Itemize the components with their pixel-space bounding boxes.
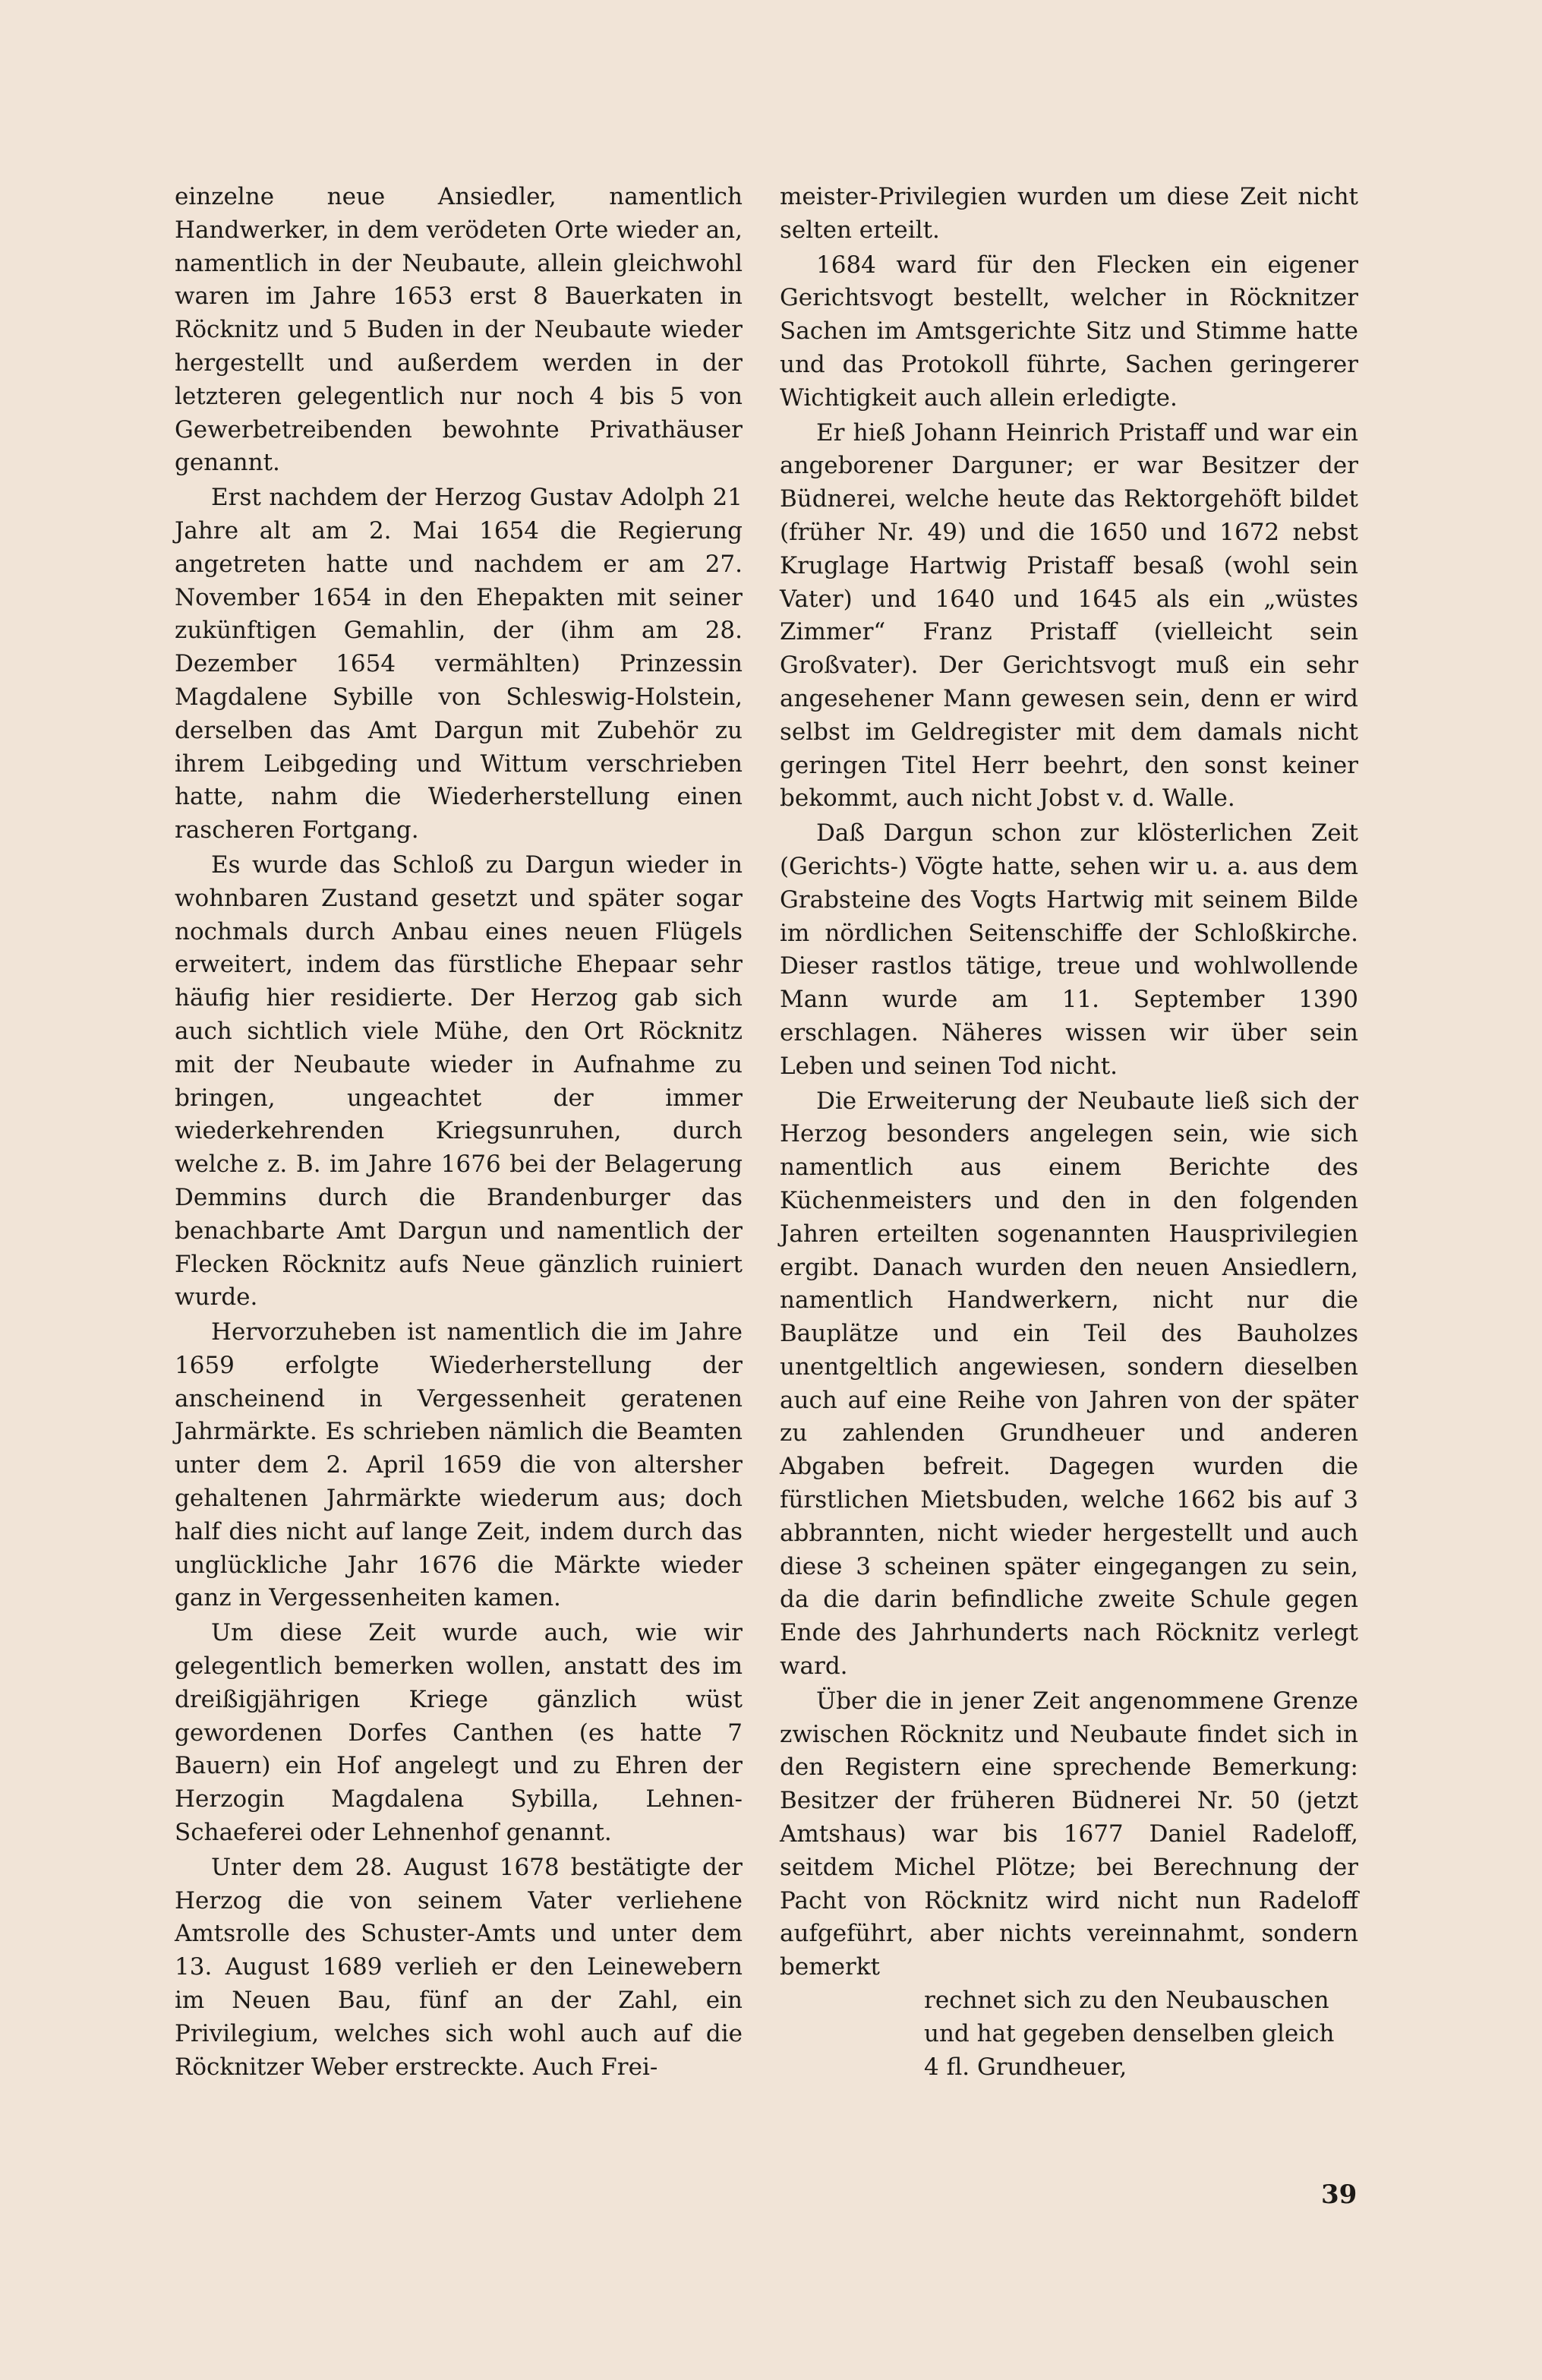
paragraph: Die Erweiterung der Neubaute ließ sich der Herzog besonders angelegen sein, wie sich namentlich aus einem Berichte des Küchenmeisters und den in den folgenden Jahren erteilten sogenannten Hausprivilegien ergibt. Danach wurden den neuen Ansiedlern, namentlich Handwerkern, nicht nur die Bauplätze und ein Teil des Bauholzes unentgeltlich angewiesen, sondern dieselben auch auf eine Reihe von Jahren von der später zu zahlenden Grundheuer und anderen Abgaben befreit. Dagegen wurden die fürstlichen Mietsbuden, welche 1662 bis auf 3 abbrannten, nicht wieder hergestellt und auch diese 3 scheinen später eingegangen zu sein, da die darin befindliche zweite Schule gegen Ende des Jahrhunderts nach Röcknitz verlegt ward. — [780, 1087, 1358, 1681]
right-column — [780, 181, 1358, 2084]
quote-line: 4 fl. Grundheuer, — [924, 2053, 1127, 2081]
quote-line: rechnet sich zu den Neubauschen — [924, 1987, 1329, 2015]
paragraph: Über die in jener Zeit angenommene Grenze zwischen Röcknitz und Neubaute findet sich in den Registern eine sprechende Bemerkung: Besitzer der früheren Büdnerei Nr. 50 (jetzt Amtshaus) war bis 1677 Daniel Radeloff, seitdem Michel Plötze; bei Berechnung der Pacht von Röcknitz wird nicht nun Radeloff aufgeführt, aber nichts vereinnahmt, sondern bemerkt — [780, 1687, 1358, 1981]
paragraph: Erst nachdem der Herzog Gustav Adolph 21 Jahre alt am 2. Mai 1654 die Regierung angetreten hatte und nachdem er am 27. November 1654 in den Ehepakten mit seiner zukünftigen Gemahlin, der (ihm am 28. Dezember 1654 vermählten) Prinzessin Magdalene Sybille von Schleswig-Holstein, derselben das Amt Dargun mit Zubehör zu ihrem Leibgeding und Wittum verschrieben hatte, nahm die Wiederherstellung einen rascheren Fortgang. — [175, 484, 743, 844]
paragraph: meister-Privilegien wurden um diese Zeit nicht selten erteilt. — [780, 183, 1358, 244]
paragraph: 1684 ward für den Flecken ein eigener Gerichtsvogt bestellt, welcher in Röcknitzer Sachen im Amtsgerichte Sitz und Stimme hatte und das Protokoll führte, Sachen geringerer Wichtigkeit auch allein erledigte. — [780, 251, 1358, 412]
page-number: 39 — [1321, 2180, 1358, 2210]
paragraph: Um diese Zeit wurde auch, wie wir gelegentlich bemerken wollen, anstatt des im dreißigjährigen Kriege gänzlich wüst gewordenen Dorfes Canthen (es hatte 7 Bauern) ein Hof angelegt und zu Ehren der Herzogin Magdalena Sybilla, Lehnen-Schaeferei oder Lehnenhof genannt. — [175, 1619, 743, 1847]
paragraph: einzelne neue Ansiedler, namentlich Handwerker, in dem verödeten Orte wieder an, namentlich in der Neubaute, allein gleichwohl waren im Jahre 1653 erst 8 Bauerkaten in Röcknitz und 5 Buden in der Neubaute wieder hergestellt und außerdem werden in der letzteren gelegentlich nur noch 4 bis 5 von Gewerbetreibenden bewohnte Privathäuser genannt. — [175, 183, 743, 477]
paragraph: Hervorzuheben ist namentlich die im Jahre 1659 erfolgte Wiederherstellung der anscheinend in Vergessenheit geratenen Jahrmärkte. Es schrieben nämlich die Beamten unter dem 2. April 1659 die von altersher gehaltenen Jahrmärkte wiederum aus; doch half dies nicht auf lange Zeit, indem durch das unglückliche Jahr 1676 die Märkte wieder ganz in Vergessenheiten kamen. — [175, 1318, 743, 1612]
quote-line: und hat gegeben denselben gleich — [924, 2019, 1335, 2047]
register-quote — [924, 1984, 1358, 2084]
paragraph: Es wurde das Schloß zu Dargun wieder in wohnbaren Zustand gesetzt und später sogar nochmals durch Anbau eines neuen Flügels erweitert, indem das fürstliche Ehepaar sehr häufig hier residierte. Der Herzog gab sich auch sichtlich viele Mühe, den Ort Röcknitz mit der Neubaute wieder in Aufnahme zu bringen, ungeachtet der immer wiederkehrenden Kriegsunruhen, durch welche z. B. im Jahre 1676 bei der Belagerung Demmins durch die Brandenburger das benachbarte Amt Dargun und namentlich der Flecken Röcknitz aufs Neue gänzlich ruiniert wurde. — [175, 851, 743, 1312]
paragraph: Er hieß Johann Heinrich Pristaff und war ein angeborener Darguner; er war Besitzer der Büdnerei, welche heute das Rektorgehöft bildet (früher Nr. 49) und die 1650 und 1672 nebst Kruglage Hartwig Pristaff besaß (wohl sein Vater) und 1640 und 1645 als ein „wüstes Zimmer“ Franz Pristaff (vielleicht sein Großvater). Der Gerichtsvogt muß ein sehr angesehener Mann gewesen sein, denn er wird selbst im Geldregister mit dem damals nicht geringen Titel Herr beehrt, den sonst keiner bekommt, auch nicht Jobst v. d. Walle. — [780, 418, 1358, 813]
left-column — [175, 181, 743, 2084]
paragraph: Daß Dargun schon zur klösterlichen Zeit (Gerichts-) Vögte hatte, sehen wir u. a. aus dem Grabsteine des Vogts Hartwig mit seinem Bilde im nördlichen Seitenschiffe der Schloßkirche. Dieser rastlos tätige, treue und wohlwollende Mann wurde am 11. September 1390 erschlagen. Näheres wissen wir über sein Leben und seinen Tod nicht. — [780, 819, 1358, 1080]
paragraph: Unter dem 28. August 1678 bestätigte der Herzog die von seinem Vater verliehene Amtsrolle des Schuster-Amts und unter dem 13. August 1689 verlieh er den Leinewebern im Neuen Bau, fünf an der Zahl, ein Privilegium, welches sich wohl auch auf die Röcknitzer Weber erstreckte. Auch Frei- — [175, 1853, 743, 2081]
